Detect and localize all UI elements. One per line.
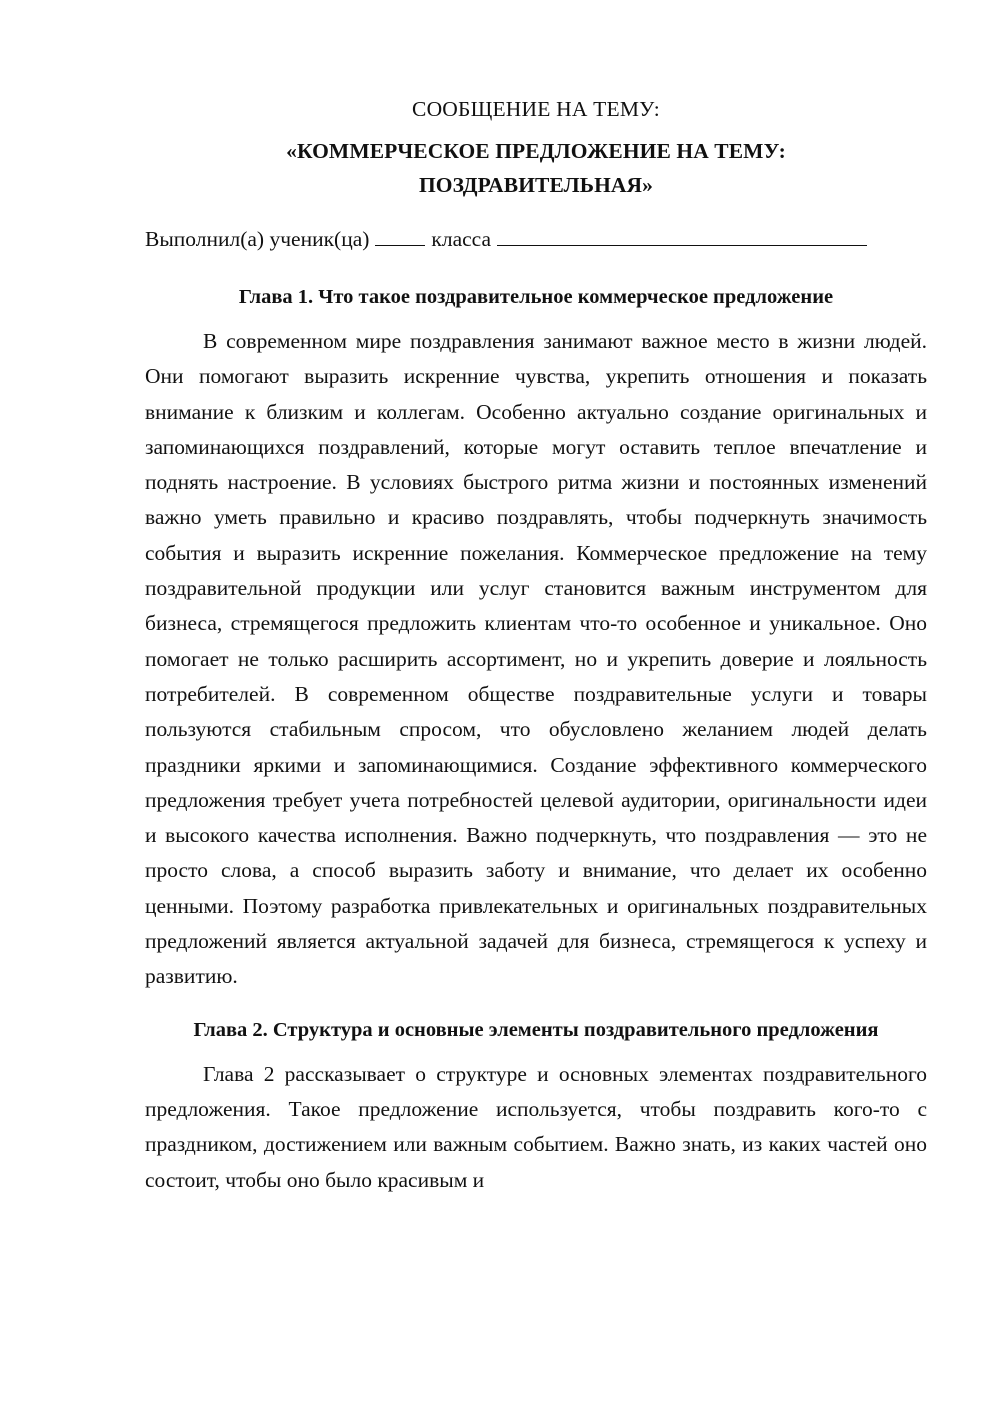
document-title-main — [145, 134, 927, 202]
document-page — [145, 92, 927, 1216]
author-class-word: класса — [431, 227, 492, 251]
document-title-line-3: ПОЗДРАВИТЕЛЬНАЯ» — [418, 173, 653, 197]
class-number-blank — [375, 223, 425, 246]
author-line — [145, 222, 927, 256]
chapter-2-paragraph: Глава 2 рассказывает о структуре и основных элементах поздравительного предложения. Такое предложение используется, чтобы поздравить кого-то с праздником, достижением или важным событием. Важно знать, из каких частей оно состоит, чтобы оно было красивым и — [145, 1061, 927, 1192]
chapter-2-heading: Глава 2. Структура и основные элементы поздравительного предложения — [193, 1018, 879, 1041]
chapter-1-paragraph: В современном мире поздравления занимают важное место в жизни людей. Они помогают выразить искренние чувства, укрепить отношения и показать внимание к близким и коллегам. Особенно актуально создание оригинальных и запоминающихся поздравлений, которые могут оставить теплое впечатление и поднять настроение. В условиях быстрого ритма жизни и постоянных изменений важно уметь правильно и красиво поздравлять, чтобы подчеркнуть значимость события и выразить искренние пожелания. Коммерческое предложение на тему поздравительной продукции или услуг становится важным инструментом для бизнеса, стремящегося предложить клиентам что-то особенное и уникальное. Оно помогает не только расширить ассортимент, но и укрепить доверие и лояльность потребителей. В современном обществе поздравительные услуги и товары пользуются стабильным спросом, что обусловлено желанием людей делать праздники яркими и запоминающимися. Создание эффективного коммерческого предложения требует учета потребностей целевой аудитории, оригинальности идеи и высокого качества исполнения. Важно подчеркнуть, что поздравления — это не просто слова, а способ выразить заботу и внимание, что делает их особенно ценными. Поэтому разработка привлекательных и оригинальных поздравительных предложений является актуальной задачей для бизнеса, стремящегося к успеху и развитию. — [145, 329, 927, 989]
document-title-line-1: СООБЩЕНИЕ НА ТЕМУ: — [412, 97, 660, 121]
document-title-line-2: «КОММЕРЧЕСКОЕ ПРЕДЛОЖЕНИЕ НА ТЕМУ: — [286, 139, 786, 163]
chapter-1-heading: Глава 1. Что такое поздравительное коммерческое предложение — [238, 286, 834, 308]
author-prefix: Выполнил(а) ученик(ца) — [145, 227, 370, 251]
class-name-blank — [497, 223, 867, 246]
